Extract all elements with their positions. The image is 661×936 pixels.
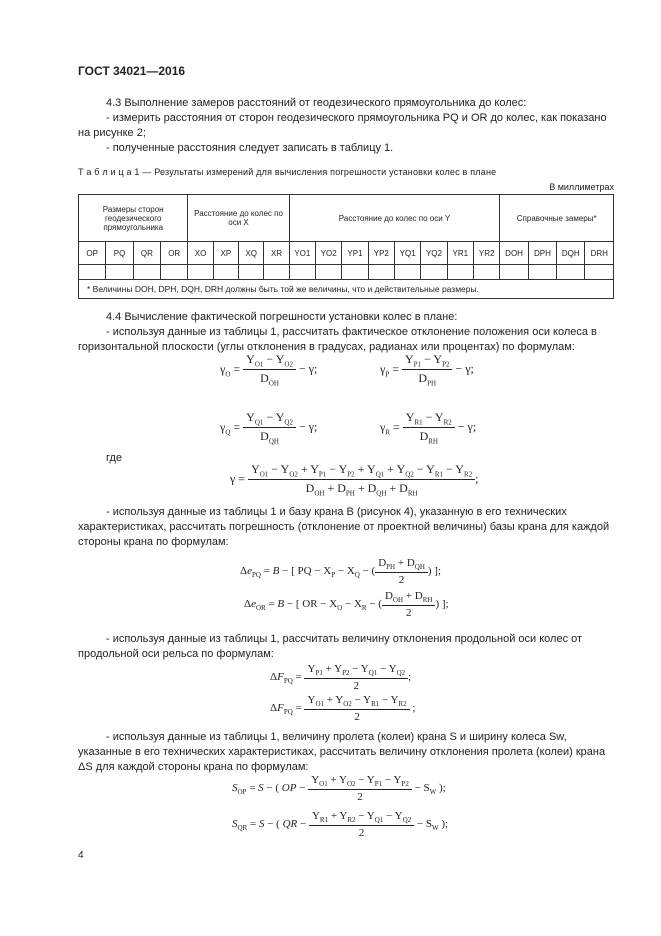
group-header-x: Расстояние до колес по оси X — [188, 195, 289, 242]
document-header: ГОСТ 34021—2016 — [78, 64, 186, 78]
table-cell — [316, 265, 342, 280]
where-label: где — [106, 452, 123, 464]
formula-gamma-r: $\gamma_R$ = $Y_{R1} - Y_{R2}$ $D_{RH}$ − γ; — [380, 410, 477, 446]
table-unit: В миллиметрах — [549, 182, 614, 192]
formula-gamma-o: $\gamma_O$ = $Y_{O1} - Y_{O2}$ $D_{OH}$ − γ; — [220, 352, 318, 388]
section-4-3-title: 4.3 Выполнение замеров расстояний от геодезического прямоугольника до колес: — [106, 97, 527, 109]
column-header-drh: DRH — [585, 242, 614, 265]
formula-s-op: $S_{OP} = S$ − ( OP − $\frac{Y_{O1} + Y_{O2} - Y_{P1} - Y_{P2}}{2}$ − $S_W$ ); — [232, 774, 446, 804]
results-table — [78, 194, 614, 299]
table-cell — [106, 265, 133, 280]
formula-delta-e-or: $\Delta e_{OR} = B$ − [ OR − $X_O - X_R$ − ( $D_{OH} + D_{RH}$ 2 ) ]; — [244, 590, 449, 620]
column-header-yq1: YQ1 — [394, 242, 420, 265]
column-header-or: OR — [161, 242, 188, 265]
column-header-doh: DOH — [500, 242, 528, 265]
table-footnote: * Величины DOH, DPH, DQH, DRH должны быть той же величины, что и действительные размеры. — [79, 280, 614, 299]
column-header-xo: XO — [188, 242, 213, 265]
table-cell — [557, 265, 585, 280]
section-4-4-title: 4.4 Вычисление фактической погрешности установки колес в плане: — [106, 311, 458, 323]
section-4-4-item-2: - используя данные из таблицы 1 и базу крана B (рисунок 4), указанную в его технических характеристиках, рассчитать погрешность (отклонение от проектной величины) базы крана для каждой стороны крана по формулам: — [78, 506, 610, 548]
column-header-op: OP — [79, 242, 106, 265]
column-header-pq: PQ — [106, 242, 133, 265]
column-header-yp1: YP1 — [342, 242, 368, 265]
table-caption: Т а б л и ц а 1 — Результаты измерений для вычисления погрешности установки колес в плане — [78, 167, 497, 177]
table-row — [79, 265, 614, 280]
column-header-yq2: YQ2 — [421, 242, 447, 265]
table-cell — [394, 265, 420, 280]
table-cell — [528, 265, 556, 280]
group-header-reference: Справочные замеры* — [500, 195, 614, 242]
table-cell — [161, 265, 188, 280]
formula-gamma: γ = $Y_{O1} - Y_{O2} + Y_{P1} - Y_{P2} + Y_{Q1} + Y_{Q2} - Y_{R1} - Y_{R2}$ $D_{OH} + D_{PH} + D_{QH} + D_{RH}$ ; — [230, 462, 479, 498]
table-cell — [473, 265, 499, 280]
column-header-xp: XP — [213, 242, 238, 265]
column-header-dph: DPH — [528, 242, 556, 265]
column-header-xq: XQ — [239, 242, 264, 265]
table-cell — [239, 265, 264, 280]
table-cell — [264, 265, 289, 280]
section-4-4-item-4: - используя данные из таблицы 1, величину пролета (колеи) крана S и ширину колеса Sw, указанные в его технических характеристиках, рассчитать величину отклонения пролета (колеи) крана ΔS для каждой стороны крана по формулам: — [78, 731, 606, 773]
table-cell — [585, 265, 614, 280]
table-cell — [500, 265, 528, 280]
formula-delta-f-pq-2: $\Delta F_{PQ}$ = $\frac{Y_{O1} + Y_{O2} - Y_{R1} - Y_{R2}}{2}$ ; — [270, 694, 416, 724]
column-header-yo2: YO2 — [316, 242, 342, 265]
formula-gamma-p: $\gamma_P$ = $Y_{P1} - Y_{P2}$ $D_{PH}$ − γ; — [380, 352, 474, 388]
section-4-4-item-3: - используя данные из таблицы 1, рассчитать величину отклонения продольной оси колес от продольной оси рельса по формулам: — [78, 633, 583, 660]
table-cell — [188, 265, 213, 280]
table-cell — [447, 265, 473, 280]
column-header-yr1: YR1 — [447, 242, 473, 265]
column-header-yo1: YO1 — [289, 242, 315, 265]
column-header-yr2: YR2 — [473, 242, 499, 265]
column-header-qr: QR — [133, 242, 160, 265]
column-header-yp2: YP2 — [368, 242, 394, 265]
formula-delta-e-pq: $\Delta e_{PQ} = B$ − [ PQ − $X_P - X_Q$ − ( $D_{PH} + D_{QH}$ 2 ) ]; — [240, 557, 442, 587]
table-cell — [213, 265, 238, 280]
table-cell — [79, 265, 106, 280]
table-cell — [421, 265, 447, 280]
formula-s-qr: $S_{QR} = S$ − ( QR − $\frac{Y_{R1} + Y_{R2} - Y_{Q1} - Y_{Q2}}{2}$ − $S_W$ ); — [232, 810, 449, 840]
column-header-row — [79, 242, 614, 265]
section-4-3-item-2: - полученные расстояния следует записать в таблицу 1. — [106, 142, 394, 154]
formula-delta-f-pq-1: $\Delta F_{PQ}$ = $\frac{Y_{P1} + Y_{P2} - Y_{Q1} - Y_{Q2}}{2}$ ; — [270, 663, 412, 693]
table-cell — [368, 265, 394, 280]
page-number: 4 — [78, 850, 84, 861]
section-4-3-item-1: - измерить расстояния от сторон геодезического прямоугольника PQ и OR до колес, как показано на рисунке 2; — [78, 112, 607, 139]
column-header-dqh: DQH — [557, 242, 585, 265]
group-header-y: Расстояние до колес по оси Y — [289, 195, 500, 242]
table-cell — [133, 265, 160, 280]
section-4-4-item-1: - используя данные из таблицы 1, рассчитать фактическое отклонение положения оси колеса в горизонтальной плоскости (углы отклонения в градусах, радианах или процентах) по формулам: — [78, 326, 597, 353]
table-cell — [289, 265, 315, 280]
group-header-sides: Размеры сторон геодезического прямоугольника — [79, 195, 188, 242]
table-cell — [342, 265, 368, 280]
column-header-xr: XR — [264, 242, 289, 265]
formula-gamma-q: $\gamma_Q$ = $Y_{Q1} - Y_{Q2}$ $D_{QH}$ − γ; — [220, 410, 318, 446]
